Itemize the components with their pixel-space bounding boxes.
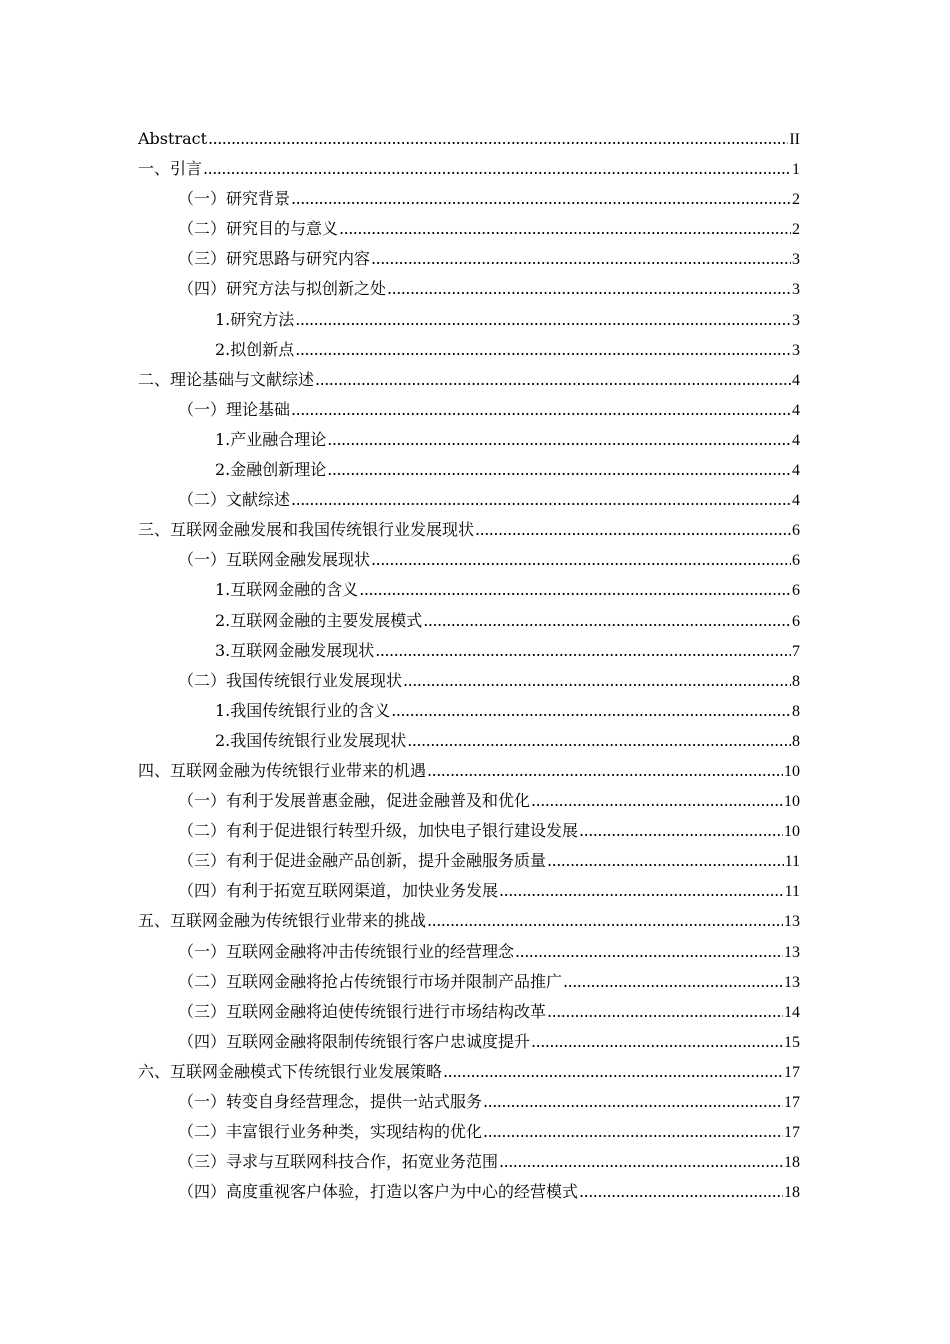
toc-dot-leader xyxy=(427,756,783,786)
toc-dot-leader xyxy=(427,906,783,936)
toc-page-number: 17 xyxy=(784,1063,800,1081)
toc-dot-leader xyxy=(579,816,783,846)
toc-dot-leader xyxy=(547,997,783,1027)
toc-entry-title: （二）互联网金融将抢占传统银行市场并限制产品推广 xyxy=(178,971,563,991)
toc-entry-17[interactable] xyxy=(138,636,800,666)
toc-entry-31[interactable] xyxy=(138,1057,800,1087)
toc-dot-leader xyxy=(339,214,791,244)
toc-entry-title: （一）研究背景 xyxy=(178,189,291,209)
toc-dot-leader xyxy=(515,937,783,967)
toc-entry-title: 四、互联网金融为传统银行业带来的机遇 xyxy=(138,760,427,780)
toc-entry-11[interactable] xyxy=(138,455,800,485)
toc-page-number: 4 xyxy=(792,431,800,449)
toc-dot-leader xyxy=(443,1057,783,1087)
toc-dot-leader xyxy=(483,1117,783,1147)
toc-entry-15[interactable] xyxy=(138,575,800,605)
toc-entry-title: 2.我国传统银行业发展现状 xyxy=(215,730,407,750)
toc-page-number: 6 xyxy=(792,612,800,630)
toc-entry-6[interactable] xyxy=(138,305,800,335)
toc-page-number: 4 xyxy=(792,401,800,419)
toc-page-number: 2 xyxy=(792,191,800,209)
toc-page-number: 4 xyxy=(792,492,800,510)
toc-page-number: 11 xyxy=(784,853,800,871)
toc-page-number: 13 xyxy=(784,973,800,991)
toc-entry-22[interactable] xyxy=(138,786,800,816)
toc-entry-28[interactable] xyxy=(138,967,800,997)
toc-dot-leader xyxy=(387,274,791,304)
table-of-contents xyxy=(138,124,800,1207)
toc-dot-leader xyxy=(499,876,784,906)
toc-entry-title: （三）寻求与互联网科技合作，拓宽业务范围 xyxy=(178,1152,499,1172)
toc-entry-title: （一）转变自身经营理念，提供一站式服务 xyxy=(178,1092,483,1111)
toc-entry-4[interactable] xyxy=(138,244,800,274)
toc-entry-title: 三、互联网金融发展和我国传统银行业发展现状 xyxy=(138,520,475,540)
toc-entry-8[interactable] xyxy=(138,365,800,395)
toc-dot-leader xyxy=(371,545,791,575)
toc-entry-10[interactable] xyxy=(138,425,800,455)
toc-entry-14[interactable] xyxy=(138,545,800,575)
toc-entry-25[interactable] xyxy=(138,876,800,906)
toc-dot-leader xyxy=(563,967,783,997)
toc-dot-leader xyxy=(371,244,791,274)
toc-dot-leader xyxy=(531,1027,783,1057)
toc-entry-24[interactable] xyxy=(138,846,800,876)
toc-page-number: 3 xyxy=(792,311,800,329)
toc-entry-19[interactable] xyxy=(138,696,800,726)
toc-page-number: 13 xyxy=(784,943,800,961)
toc-entry-title: （四）互联网金融将限制传统银行客户忠诚度提升 xyxy=(178,1031,531,1051)
toc-page-number: 3 xyxy=(792,341,800,359)
toc-entry-title: （一）互联网金融发展现状 xyxy=(178,550,371,570)
toc-page-number: 8 xyxy=(792,672,800,690)
toc-dot-leader xyxy=(423,606,791,636)
toc-entry-title: （四）研究方法与拟创新之处 xyxy=(178,279,387,299)
toc-entry-2[interactable] xyxy=(138,184,800,214)
toc-page-number: 6 xyxy=(792,522,800,540)
toc-entry-16[interactable] xyxy=(138,606,800,636)
toc-entry-title: （二）丰富银行业务种类，实现结构的优化 xyxy=(178,1122,483,1142)
toc-dot-leader xyxy=(327,425,791,455)
toc-entry-33[interactable] xyxy=(138,1117,800,1147)
toc-page-number: 17 xyxy=(784,1124,800,1142)
toc-page-number: 3 xyxy=(792,251,800,269)
toc-entry-7[interactable] xyxy=(138,335,800,365)
toc-page-number: 8 xyxy=(792,702,800,720)
toc-page-number: 10 xyxy=(784,762,800,780)
toc-entry-1[interactable] xyxy=(138,154,800,184)
toc-page-number: 4 xyxy=(792,462,800,480)
toc-page-number: 6 xyxy=(792,552,800,570)
toc-dot-leader xyxy=(475,515,791,545)
toc-entry-title: （二）有利于促进银行转型升级，加快电子银行建设发展 xyxy=(178,821,579,841)
toc-dot-leader xyxy=(291,184,791,214)
toc-entry-title: 1.我国传统银行业的含义 xyxy=(215,700,391,720)
toc-dot-leader xyxy=(579,1177,783,1207)
toc-entry-title: 六、互联网金融模式下传统银行业发展策略 xyxy=(138,1061,443,1081)
toc-dot-leader xyxy=(295,305,791,335)
toc-entry-title: 2.互联网金融的主要发展模式 xyxy=(215,610,423,630)
toc-entry-title: （一）理论基础 xyxy=(178,399,291,419)
toc-page-number: II xyxy=(789,131,800,148)
toc-page-number: 15 xyxy=(784,1033,800,1051)
toc-entry-title: （一）互联网金融将冲击传统银行业的经营理念 xyxy=(178,941,515,961)
toc-entry-title: 1.研究方法 xyxy=(215,309,295,329)
toc-page-number: 17 xyxy=(784,1094,800,1111)
toc-entry-title: 五、互联网金融为传统银行业带来的挑战 xyxy=(138,911,427,931)
toc-dot-leader xyxy=(407,726,791,756)
toc-entry-title: 3.互联网金融发展现状 xyxy=(215,640,375,660)
toc-entry-32[interactable] xyxy=(138,1087,800,1117)
toc-page-number: 10 xyxy=(784,823,800,841)
toc-dot-leader xyxy=(295,335,791,365)
toc-page-number: 14 xyxy=(784,1003,800,1021)
toc-dot-leader xyxy=(483,1087,783,1117)
toc-entry-title: （三）研究思路与研究内容 xyxy=(178,249,371,269)
toc-page-number: 2 xyxy=(792,221,800,239)
toc-page-number: 18 xyxy=(784,1154,800,1172)
toc-dot-leader xyxy=(391,696,791,726)
toc-dot-leader xyxy=(403,666,791,696)
toc-entry-title: 2.拟创新点 xyxy=(215,339,295,359)
toc-dot-leader xyxy=(499,1147,783,1177)
toc-entry-title: 二、理论基础与文献综述 xyxy=(138,369,315,389)
toc-dot-leader xyxy=(291,485,791,515)
toc-page-number: 4 xyxy=(792,371,800,389)
toc-dot-leader xyxy=(315,365,791,395)
toc-entry-title: （三）有利于促进金融产品创新，提升金融服务质量 xyxy=(178,851,547,871)
toc-entry-30[interactable] xyxy=(138,1027,800,1057)
toc-dot-leader xyxy=(327,455,791,485)
toc-entry-21[interactable] xyxy=(138,756,800,786)
toc-entry-title: 一、引言 xyxy=(138,159,203,179)
toc-page-number: 10 xyxy=(784,793,800,811)
toc-entry-34[interactable] xyxy=(138,1147,800,1177)
toc-entry-title: （二）研究目的与意义 xyxy=(178,219,339,239)
toc-dot-leader xyxy=(375,636,791,666)
toc-dot-leader xyxy=(291,395,791,425)
toc-page-number: 13 xyxy=(784,913,800,931)
toc-dot-leader xyxy=(203,154,791,184)
toc-entry-title: （三）互联网金融将迫使传统银行进行市场结构改革 xyxy=(178,1001,547,1021)
toc-entry-12[interactable] xyxy=(138,485,800,515)
toc-entry-title: 2.金融创新理论 xyxy=(215,460,327,480)
toc-entry-26[interactable] xyxy=(138,906,800,936)
toc-entry-5[interactable] xyxy=(138,274,800,304)
toc-page-number: 18 xyxy=(784,1184,800,1202)
toc-entry-29[interactable] xyxy=(138,997,800,1027)
toc-entry-title: （四）高度重视客户体验，打造以客户为中心的经营模式 xyxy=(178,1182,579,1202)
toc-dot-leader xyxy=(359,575,791,605)
toc-entry-20[interactable] xyxy=(138,726,800,756)
toc-entry-title: （二）我国传统银行业发展现状 xyxy=(178,670,403,690)
toc-entry-3[interactable] xyxy=(138,214,800,244)
toc-page-number: 3 xyxy=(792,281,800,299)
toc-page-number: 6 xyxy=(792,582,800,600)
toc-dot-leader xyxy=(531,786,783,816)
toc-entry-title: （一）有利于发展普惠金融，促进金融普及和优化 xyxy=(178,791,531,811)
toc-page-number: 1 xyxy=(792,161,800,179)
toc-entry-title: （二）文献综述 xyxy=(178,490,291,510)
toc-entry-title: 1.产业融合理论 xyxy=(215,429,327,449)
toc-dot-leader xyxy=(208,124,788,154)
toc-page-number: 7 xyxy=(792,642,800,660)
toc-entry-23[interactable] xyxy=(138,816,800,846)
toc-entry-27[interactable] xyxy=(138,937,800,967)
toc-entry-title: （四）有利于拓宽互联网渠道，加快业务发展 xyxy=(178,881,499,901)
toc-entry-title: 1.互联网金融的含义 xyxy=(215,580,359,600)
toc-entry-35[interactable] xyxy=(138,1177,800,1207)
toc-entry-9[interactable] xyxy=(138,395,800,425)
toc-dot-leader xyxy=(547,846,784,876)
toc-page-number: 11 xyxy=(784,883,800,901)
toc-entry-title: Abstract xyxy=(138,129,208,148)
toc-entry-13[interactable] xyxy=(138,515,800,545)
toc-entry-0[interactable] xyxy=(138,124,800,154)
toc-page-number: 8 xyxy=(792,732,800,750)
toc-entry-18[interactable] xyxy=(138,666,800,696)
